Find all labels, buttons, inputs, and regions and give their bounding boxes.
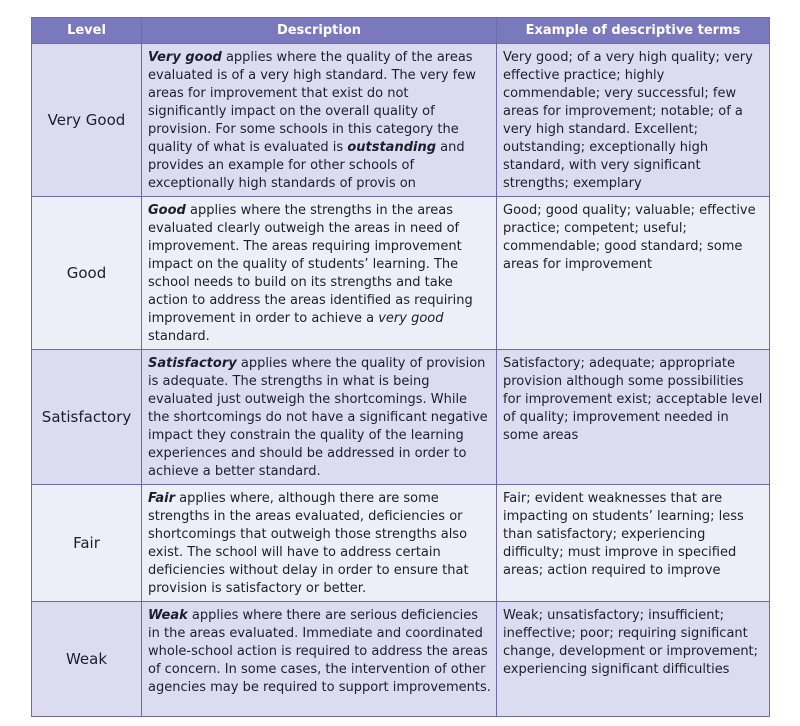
description-emphasis: very good — [378, 311, 444, 326]
description-cell — [142, 602, 497, 717]
description-text: applies where there are serious deficiencies in the areas evaluated. Immediate and coordinated whole-school action is required to address the areas of concern. In some cases, the intervention of other agencies may be required to support improvements. — [148, 608, 491, 695]
description-text: applies where the quality of provision is adequate. The strengths in what is being evaluated just outweigh the shortcomings. While the shortcomings do not have a significant negative impact they constrain the quality of the learning experiences and should be addressed in order to achieve a better standard. — [148, 356, 488, 479]
examples-cell: Weak; unsatisfactory; insufficient; ineffective; poor; requiring significant change, development or improvement; experiencing significant difficulties — [497, 602, 770, 717]
header-row — [32, 18, 770, 44]
header-description: Description — [142, 18, 497, 44]
rating-term: Fair — [148, 491, 176, 506]
table-row — [32, 44, 770, 197]
level-cell: Good — [32, 197, 142, 350]
examples-cell: Good; good quality; valuable; effective practice; competent; useful; commendable; good standard; some areas for improvement — [497, 197, 770, 350]
description-cell — [142, 350, 497, 485]
description-cell — [142, 197, 497, 350]
level-cell: Satisfactory — [32, 350, 142, 485]
description-text: applies where the strengths in the areas evaluated clearly outweigh the areas in need of improvement. The areas requiring improvement impact on the quality of students’ learning. The school needs to build on its strengths and take action to address the areas identified as requiring improvement in order to achieve a — [148, 203, 473, 326]
table-row — [32, 485, 770, 602]
description-cell — [142, 44, 497, 197]
description-text: applies where the quality of the areas evaluated is of a very high standard. The very few areas for improvement that exist do not significantly impact on the overall quality of provision. For some schools in this category the quality of what is evaluated is — [148, 50, 476, 155]
level-cell: Very Good — [32, 44, 142, 197]
rating-term: Weak — [148, 608, 188, 623]
table-row — [32, 602, 770, 717]
description-text: applies where, although there are some strengths in the areas evaluated, deficiencies or shortcomings that outweigh those strengths also exist. The school will have to address certain deficiencies without delay in order to ensure that provision is satisfactory or better. — [148, 491, 469, 596]
description-text: and provides an example for other schools of exceptionally high standards of provis on — [148, 140, 465, 191]
examples-cell: Satisfactory; adequate; appropriate provision although some possibilities for improvement exist; acceptable level of quality; improvement needed in some areas — [497, 350, 770, 485]
description-text: standard. — [148, 329, 210, 344]
description-emphasis: outstanding — [347, 140, 437, 155]
header-level: Level — [32, 18, 142, 44]
examples-cell: Fair; evident weaknesses that are impacting on students’ learning; less than satisfactory; experiencing difficulty; must improve in specified areas; action required to improve — [497, 485, 770, 602]
header-examples: Example of descriptive terms — [497, 18, 770, 44]
rating-term: Good — [148, 203, 186, 218]
rating-term: Satisfactory — [148, 356, 237, 371]
table-row — [32, 197, 770, 350]
level-cell: Weak — [32, 602, 142, 717]
rating-term: Very good — [148, 50, 222, 65]
description-cell — [142, 485, 497, 602]
quality-rating-table — [31, 17, 770, 717]
examples-cell: Very good; of a very high quality; very effective practice; highly commendable; very successful; few areas for improvement; notable; of a very high standard. Excellent; outstanding; exceptionally high standard, with very significant strengths; exemplary — [497, 44, 770, 197]
level-cell: Fair — [32, 485, 142, 602]
table-row — [32, 350, 770, 485]
